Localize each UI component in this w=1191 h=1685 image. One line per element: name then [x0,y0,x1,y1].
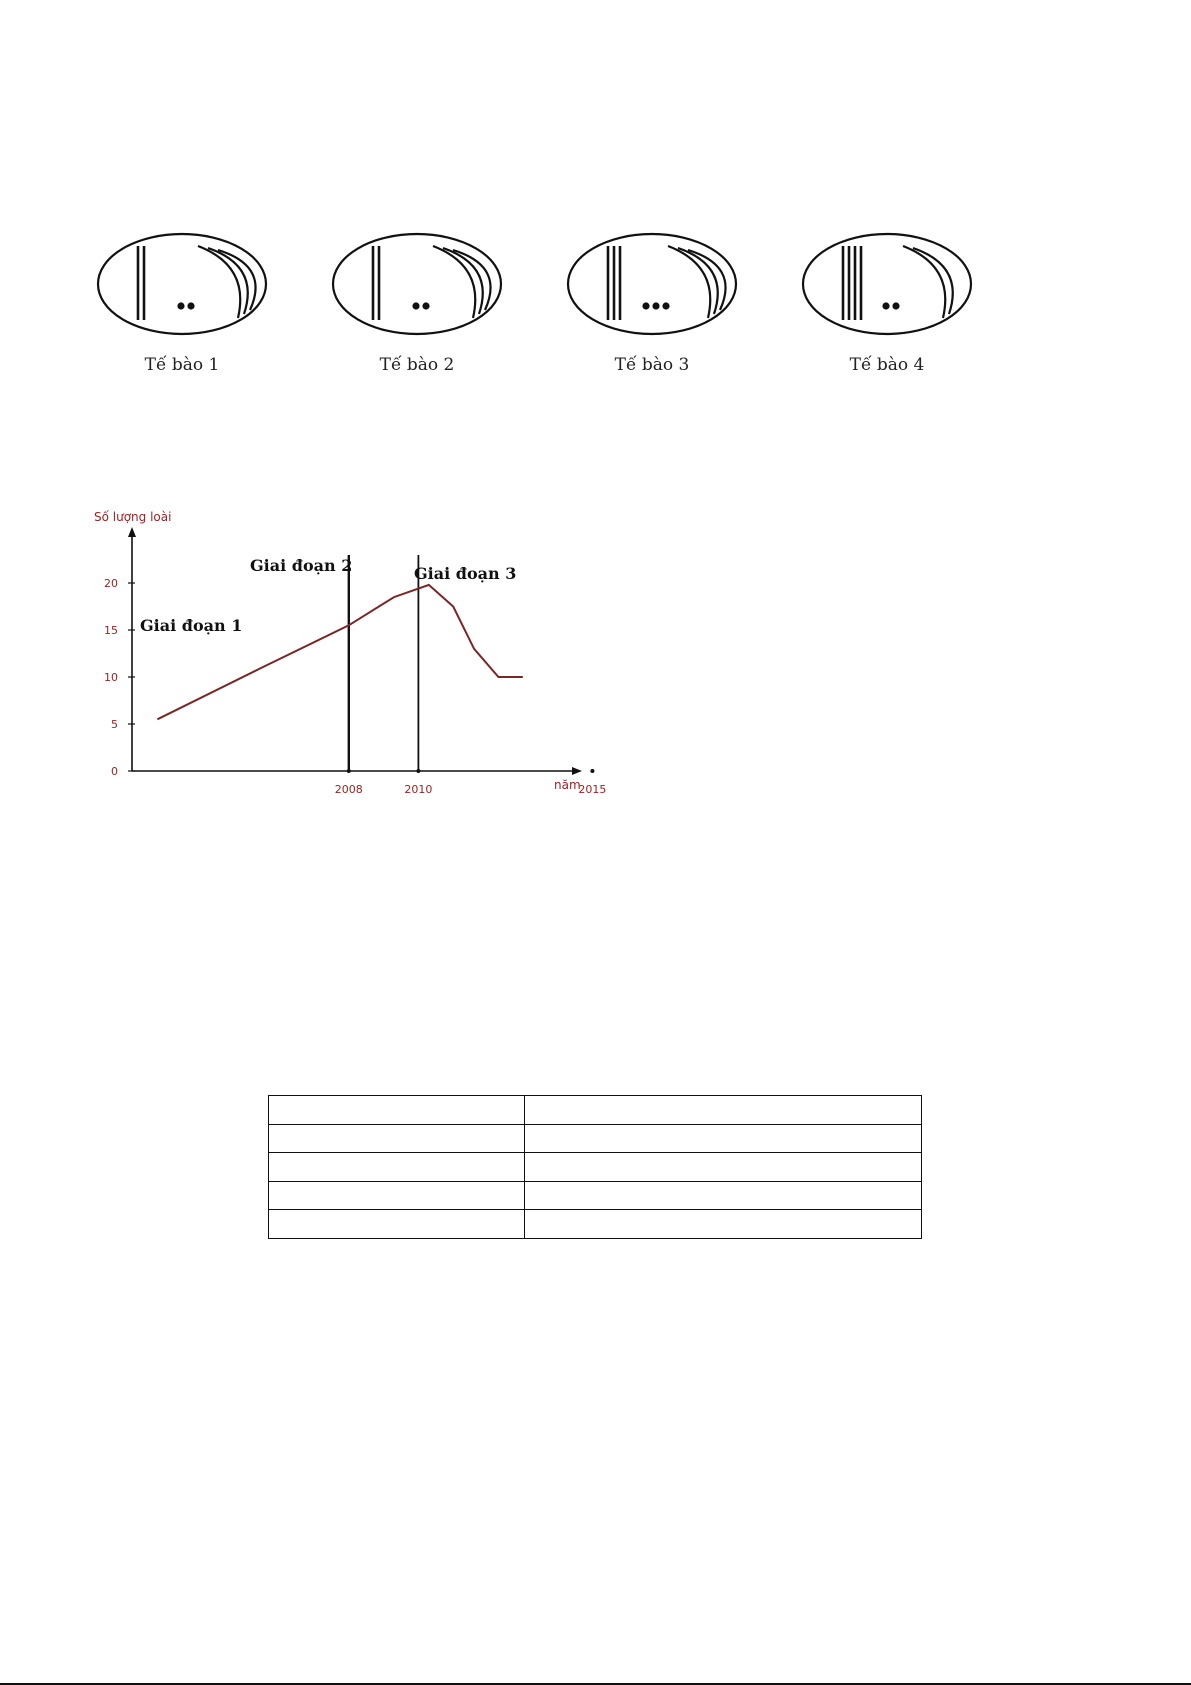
series-line [157,585,522,719]
table-cell [269,1181,525,1210]
cell-label: Tế bào 2 [379,355,455,375]
dot-chromosome [652,302,659,309]
dot-chromosome [892,302,899,309]
dot-chromosome [642,302,649,309]
species-chart [88,505,608,805]
table-row [269,1181,922,1210]
dot-chromosome [662,302,669,309]
chart-labels [94,510,581,792]
cell-label: Tế bào 3 [614,355,690,375]
table-row [269,1096,922,1125]
cells-figure [84,226,1004,392]
y-tick-label: 20 [104,577,118,590]
x-tick-label: 2015 [578,783,607,796]
table-row [269,1124,922,1153]
curved-chromosome [913,248,953,314]
table-row [269,1153,922,1182]
table-cell [525,1124,922,1153]
x-tick [590,769,594,773]
cell-label: Tế bào 4 [849,355,925,375]
x-tick-label: 2010 [404,783,433,796]
cell-4 [803,234,971,375]
x-axis-arrow [572,767,582,775]
phase-label-1: Giai đoạn 1 [140,616,243,635]
curved-chromosome [208,248,248,314]
dot-chromosome [187,302,194,309]
cell-membrane [568,234,736,334]
y-tick-label: 5 [111,718,118,731]
y-axis-arrow [128,527,136,537]
table-cell [525,1153,922,1182]
dot-chromosome [177,302,184,309]
blank-table [268,1095,922,1239]
x-tick-label: 2008 [334,783,363,796]
y-axis-title: Số lượng loài [94,510,172,524]
chart-series [157,585,522,719]
cell-3 [568,234,736,375]
table-cell [525,1181,922,1210]
y-tick-label: 0 [111,765,118,778]
phase-label-2: Giai đoạn 2 [250,556,353,575]
curved-chromosome [443,248,483,314]
cell-membrane [333,234,501,334]
table-cell [269,1124,525,1153]
y-tick-label: 15 [104,624,118,637]
curved-chromosome [903,246,945,318]
curved-chromosome [678,248,718,314]
chart-phase-dividers [349,555,419,771]
y-tick-label: 10 [104,671,118,684]
cell-label: Tế bào 1 [144,355,220,375]
cell-1 [98,234,266,375]
cells-group [98,234,971,375]
x-axis-title: năm [554,778,581,792]
dot-chromosome [422,302,429,309]
cell-2 [333,234,501,375]
cell-membrane [98,234,266,334]
table-cell [269,1210,525,1239]
table-cell [269,1153,525,1182]
dot-chromosome [882,302,889,309]
table-cell [525,1210,922,1239]
chart-ticks [104,577,606,796]
cell-membrane [803,234,971,334]
table-row [269,1210,922,1239]
table-cell [269,1096,525,1125]
dot-chromosome [412,302,419,309]
phase-label-3: Giai đoạn 3 [414,564,517,583]
table-cell [525,1096,922,1125]
